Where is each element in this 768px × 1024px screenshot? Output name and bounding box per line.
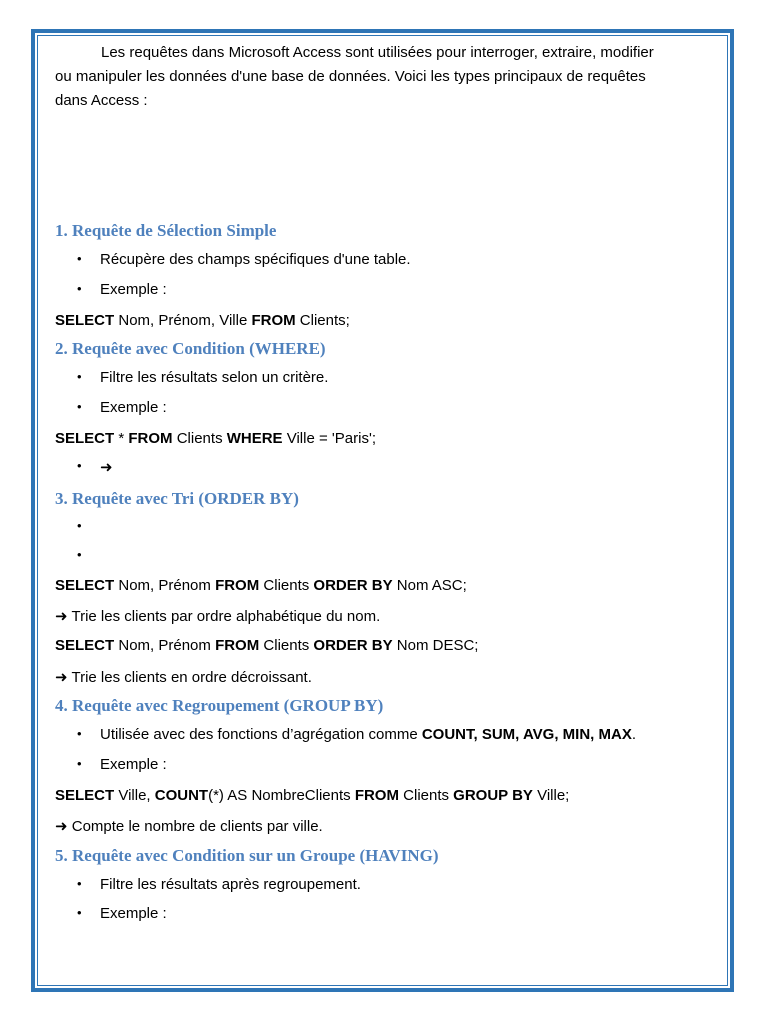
sql-line bbox=[55, 784, 569, 808]
bullet-icon: • bbox=[77, 905, 82, 920]
list-item-text: Récupère des champs spécifiques d'une table. bbox=[100, 251, 411, 268]
sql-text: (*) AS NombreClients bbox=[208, 787, 355, 804]
note-text: Trie les clients en ordre décroissant. bbox=[71, 669, 312, 686]
intro-line-1: Les requêtes dans Microsoft Access sont utilisées pour interroger, extraire, modifier bbox=[101, 44, 654, 61]
list-item-text bbox=[100, 726, 636, 743]
note-text: Trie les clients par ordre alphabétique du nom. bbox=[71, 608, 381, 625]
sql-text: Nom ASC; bbox=[392, 577, 467, 594]
sql-keyword: WHERE bbox=[226, 430, 283, 447]
note-line bbox=[55, 604, 380, 629]
arrow-icon: ➜ bbox=[55, 817, 68, 835]
intro-line-2: ou manipuler les données d'une base de données. Voici les types principaux de requêtes bbox=[55, 68, 646, 85]
sql-text: Clients bbox=[398, 787, 454, 804]
sql-text: Clients bbox=[259, 637, 314, 654]
sql-text: Clients bbox=[259, 577, 314, 594]
bullet-icon: • bbox=[77, 399, 82, 414]
list-item-text: Filtre les résultats après regroupement. bbox=[100, 876, 361, 893]
note-text: Compte le nombre de clients par ville. bbox=[71, 818, 323, 835]
sql-text: Nom, Prénom bbox=[114, 637, 216, 654]
section-heading-2: 2. Requête avec Condition (WHERE) bbox=[55, 339, 326, 358]
list-item-text: Exemple : bbox=[100, 281, 167, 298]
sql-text: Clients; bbox=[295, 312, 350, 329]
sql-keyword: COUNT bbox=[154, 787, 209, 804]
bullet-icon: • bbox=[77, 369, 82, 384]
bullet-icon: • bbox=[77, 726, 82, 741]
bullet-icon: • bbox=[77, 458, 82, 473]
page-border-inner bbox=[37, 35, 728, 986]
list-item-text: Exemple : bbox=[100, 905, 167, 922]
sql-line bbox=[55, 634, 478, 658]
sql-text: Nom, Prénom bbox=[114, 577, 216, 594]
sql-line bbox=[55, 309, 350, 333]
sql-keyword: ORDER BY bbox=[313, 577, 393, 594]
sql-text: Clients bbox=[172, 430, 227, 447]
note-line bbox=[55, 665, 312, 690]
sql-keyword: SELECT bbox=[55, 637, 115, 654]
list-item-text: Exemple : bbox=[100, 399, 167, 416]
bullet-icon: • bbox=[77, 518, 82, 533]
sql-keyword: SELECT bbox=[55, 787, 115, 804]
section-heading-3: 3. Requête avec Tri (ORDER BY) bbox=[55, 489, 299, 508]
sql-text: Ville, bbox=[114, 787, 155, 804]
sql-text: Ville = 'Paris'; bbox=[282, 430, 376, 447]
sql-keyword: ORDER BY bbox=[313, 637, 393, 654]
sql-keyword: SELECT bbox=[55, 430, 115, 447]
arrow-icon: ➜ bbox=[55, 668, 68, 686]
intro-line-3: dans Access : bbox=[55, 92, 148, 109]
sql-keyword: GROUP BY bbox=[453, 787, 533, 804]
list-item-text: Filtre les résultats selon un critère. bbox=[100, 369, 329, 386]
sql-text: * bbox=[114, 430, 129, 447]
sql-keyword: COUNT, SUM, AVG, MIN, MAX bbox=[421, 726, 632, 743]
sql-keyword: FROM bbox=[128, 430, 173, 447]
section-heading-4: 4. Requête avec Regroupement (GROUP BY) bbox=[55, 696, 384, 715]
sql-text: Nom DESC; bbox=[392, 637, 479, 654]
list-item-text-part: . bbox=[631, 726, 637, 743]
arrow-icon: ➜ bbox=[55, 607, 68, 625]
sql-keyword: SELECT bbox=[55, 577, 115, 594]
note-line bbox=[55, 814, 323, 839]
sql-keyword: FROM bbox=[215, 577, 260, 594]
sql-line bbox=[55, 574, 467, 598]
sql-line bbox=[55, 427, 376, 451]
list-item-text: Exemple : bbox=[100, 756, 167, 773]
bullet-icon: • bbox=[77, 876, 82, 891]
section-heading-1: 1. Requête de Sélection Simple bbox=[55, 221, 277, 240]
sql-keyword: FROM bbox=[251, 312, 296, 329]
sql-keyword: FROM bbox=[215, 637, 260, 654]
sql-text: Ville; bbox=[532, 787, 570, 804]
bullet-icon: • bbox=[77, 281, 82, 296]
sql-keyword: SELECT bbox=[55, 312, 115, 329]
sql-text: Nom, Prénom, Ville bbox=[114, 312, 252, 329]
sql-keyword: FROM bbox=[354, 787, 399, 804]
arrow-icon: ➜ bbox=[100, 458, 113, 476]
list-item-text-part: Utilisée avec des fonctions d’agrégation comme bbox=[100, 726, 422, 743]
bullet-icon: • bbox=[77, 756, 82, 771]
bullet-icon: • bbox=[77, 251, 82, 266]
section-heading-5: 5. Requête avec Condition sur un Groupe (HAVING) bbox=[55, 846, 439, 865]
bullet-icon: • bbox=[77, 547, 82, 562]
